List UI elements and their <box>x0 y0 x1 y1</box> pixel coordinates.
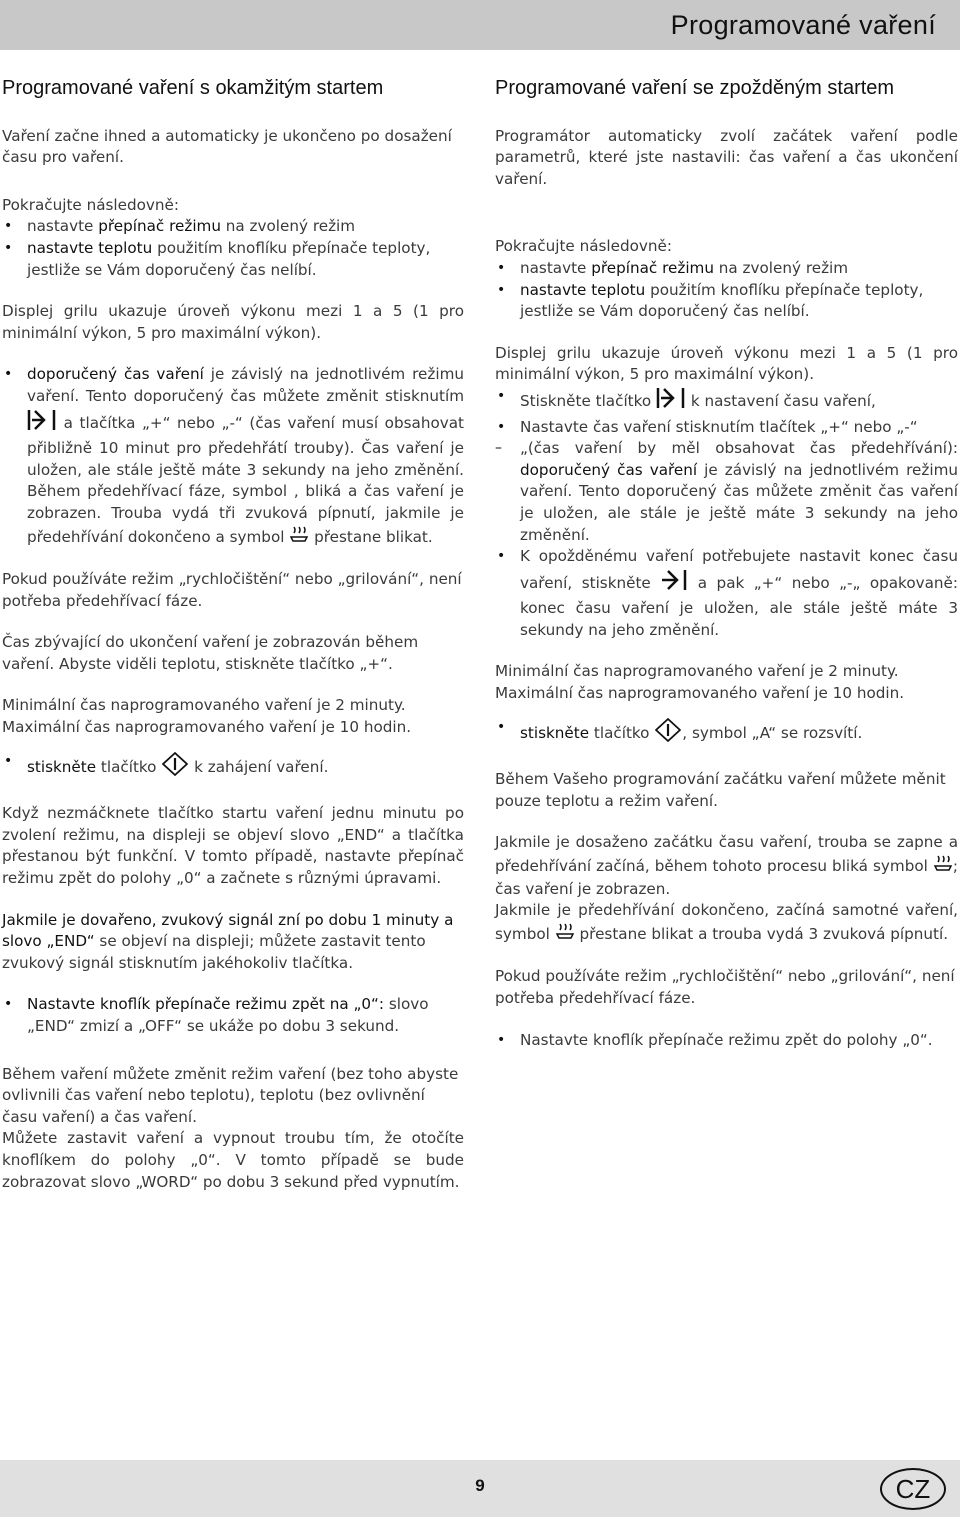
right-intro: Programátor automaticky zvolí začátek vaření podle parametrů, které jste nastavili: čas vaření a čas ukončení vaření. <box>495 126 958 188</box>
right-steps-list <box>495 258 958 323</box>
left-stop-note: Můžete zastavit vaření a vypnout troubu tím, že otočíte knoflíkem do polohy „0“. V tomto případě se bude zobrazovat slovo „WORD“ po dobu 3 sekund před vypnutím. <box>2 1129 464 1191</box>
left-column <box>2 78 464 1193</box>
right-step-end-time: • K opožděnému vaření potřebujete nastavit konec času vaření, stiskněte a pak „+“ nebo „-„ opakovaně: konec času vaření je uložen, ale stále ještě máte 3 sekundy na jeho změnění. <box>495 546 958 641</box>
left-steps-list <box>2 216 464 281</box>
preheat-symbol-icon <box>555 922 575 947</box>
right-continue: Pokračujte následovně: <box>495 237 672 256</box>
right-step-recommended: – „(čas vaření by měl obsahovat čas předehřívání): doporučený čas vaření je závislý na jednotlivém režimu vaření. Tento doporučený čas můžete změnit čas vaření je uložen, ale stále je ještě máte 3 sekundy na jeho změnění. <box>495 438 958 546</box>
right-minmax-note: Minimální čas naprogramovaného vaření je 2 minuty. Maximální čas naprogramovaného vaření je 10 hodin. <box>495 662 905 703</box>
left-done-note: Jakmile je dovařeno, zvukový signál zní po dobu 1 minuty a slovo „END“ se objeví na displeji; můžete zastavit tento zvukový signál stisknutím jakéhokoliv tlačítka. <box>2 910 454 972</box>
left-step-mode: • nastavte přepínač režimu na zvolený režim <box>2 216 464 238</box>
left-minmax-note: Minimální čas naprogramovaného vaření je 2 minuty. Maximální čas naprogramovaného vaření je 10 hodin. <box>2 696 412 737</box>
preheat-symbol-icon <box>933 854 953 879</box>
right-step-mode: • nastavte přepínač režimu na zvolený režim <box>495 258 958 280</box>
left-change-note: Během vaření můžete změnit režim vaření (bez toho abyste ovlivnili čas vaření nebo teplotu), teplotu (bez ovlivnění času vaření) a čas vaření. <box>2 1064 459 1126</box>
left-step-recommended: • doporučený čas vaření je závislý na jednotlivém režimu vaření. Tento doporučený čas můžete změnit stisknutím a tlačítka „+“ nebo „-“ (čas vaření musí obsahovat přibližně 10 minut pro předehřátí trouby). Čas vaření je uložen, ale stále ještě máte 3 sekundy na jeho změnění. Během předehřívací fáze, symbol , bliká a čas vaření je zobrazen. Trouba vydá tři zvuková pípnutí, jakmile je předehřívání dokončeno a symbol přestane blikat. <box>2 364 464 549</box>
right-reset-list <box>495 1030 958 1052</box>
left-grill-note: Displej grilu ukazuje úroveň výkonu mezi 1 a 5 (1 pro minimální výkon, 5 pro maximální výkon). <box>2 302 464 342</box>
end-time-button-icon <box>660 568 688 599</box>
right-step-reset: • Nastavte knoflík přepínače režimu zpět do polohy „0“. <box>495 1030 958 1052</box>
language-badge: CZ <box>880 1468 946 1510</box>
left-intro: Vaření začne ihned a automaticky je ukončeno po dosažení času pro vaření. <box>2 126 452 167</box>
right-fast-note: Pokud používáte režim „rychločištění“ nebo „grilování“, není potřeba předehřívací fáze. <box>495 967 955 1007</box>
left-step-reset: • Nastavte knoflík přepínače režimu zpět na „0“: slovo „END“ zmizí a „OFF“ se ukáže po dobu 3 sekund. <box>2 994 464 1037</box>
start-button-icon <box>654 717 682 750</box>
left-continue: Pokračujte následovně: <box>2 195 179 214</box>
right-grill-note: Displej grilu ukazuje úroveň výkonu mezi 1 a 5 (1 pro minimální výkon, 5 pro maximální výkon). <box>495 343 958 384</box>
left-reset-list <box>2 994 464 1037</box>
left-nostart-note: Když nezmáčknete tlačítko startu vaření jednu minutu po zvolení režimu, na displeji se objeví slovo „END“ a tlačítka přestanou být funkční. V tomto případě, nastavte přepínač režimu zpět do polohy „0“ a začnete s různými úpravami. <box>2 804 464 888</box>
left-step-temperature: • nastavte teplotu použitím knoflíku přepínače teploty, jestliže se Vám doporučený čas nelíbí. <box>2 238 464 281</box>
right-step-duration: • Stiskněte tlačítko k nastavení času vaření, <box>495 386 958 417</box>
right-step-start: • stiskněte tlačítko , symbol „A“ se rozsvítí. <box>495 717 958 750</box>
right-column <box>495 78 958 1051</box>
left-heading: Programované vaření s okamžitým startem <box>2 77 384 99</box>
page-title: Programované vaření <box>670 10 936 40</box>
left-step-start: • stiskněte tlačítko k zahájení vaření. <box>2 751 464 784</box>
right-duration-list <box>495 386 958 642</box>
left-remaining-note: Čas zbývající do ukončení vaření je zobrazován během vaření. Abyste viděli teplotu, stiskněte tlačítko „+“. <box>2 633 419 673</box>
preheat-symbol-icon <box>289 525 309 550</box>
right-start-list <box>495 717 958 750</box>
right-reached-note: Jakmile je dosaženo začátku času vaření, trouba se zapne a předehřívání začíná, během tohoto procesu bliká symbol ; čas vaření je zobrazen. <box>495 833 958 898</box>
duration-button-icon <box>27 408 57 439</box>
right-during-note: Během Vašeho programování začátku vaření můžete měnit pouze teplotu a režim vaření. <box>495 770 946 810</box>
left-fast-note: Pokud používáte režim „rychločištění“ nebo „grilování“, není potřeba předehřívací fáze. <box>2 570 462 610</box>
duration-button-icon <box>656 386 686 417</box>
right-preheat-note: Jakmile je předehřívání dokončeno, začíná samotné vaření, symbol přestane blikat a trouba vydá 3 zvuková pípnutí. <box>495 900 958 946</box>
right-heading: Programované vaření se zpožděným startem <box>495 77 895 99</box>
left-recommended-list <box>2 364 464 549</box>
left-start-list <box>2 751 464 784</box>
right-step-temperature: • nastavte teplotu použitím knoflíku přepínače teploty, jestliže se Vám doporučený čas nelíbí. <box>495 280 958 323</box>
page-number: 9 <box>475 1476 485 1495</box>
right-step-set-time: • Nastavte čas vaření stisknutím tlačítek „+“ nebo „-“ <box>495 417 958 439</box>
start-button-icon <box>161 751 189 784</box>
